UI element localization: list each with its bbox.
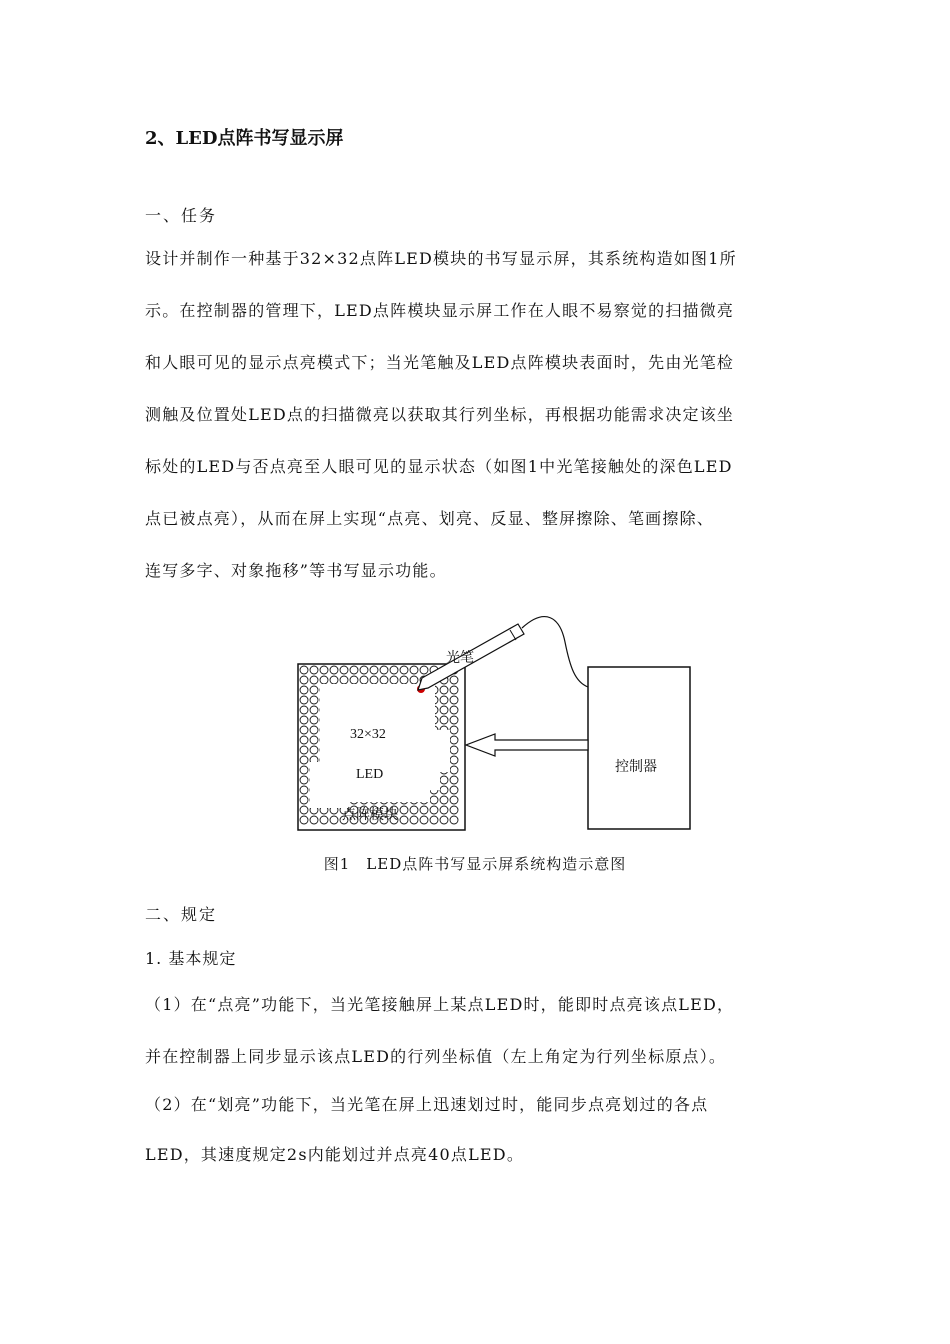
task-line-5: 标处的LED与否点亮至人眼可见的显示状态（如图1中光笔接触处的深色LED <box>145 457 733 476</box>
task-line-4: 测触及位置处LED点的扫描微亮以获取其行列坐标，再根据功能需求决定该坐 <box>145 405 735 424</box>
controller-box <box>588 667 690 829</box>
page-title: 2、LED点阵书写显示屏 <box>145 128 344 149</box>
module-label-size: 32×32 <box>350 727 386 742</box>
module-label-matrix: 点阵模块 <box>342 808 398 823</box>
task-line-3: 和人眼可见的显示点亮模式下；当光笔触及LED点阵模块表面时，先由光笔检 <box>145 353 735 372</box>
req2-line-2: LED，其速度规定2s内能划过并点亮40点LED。 <box>145 1145 525 1164</box>
task-line-7: 连写多字、对象拖移”等书写显示功能。 <box>145 561 447 580</box>
system-structure-figure <box>290 612 700 842</box>
module-label-led: LED <box>356 767 384 782</box>
controller-label: 控制器 <box>615 760 657 775</box>
subsection-basic-requirements: 1. 基本规定 <box>145 949 237 968</box>
arrow-icon <box>466 734 588 756</box>
req1-line-2: 并在控制器上同步显示该点LED的行列坐标值（左上角定为行列坐标原点）。 <box>145 1047 727 1066</box>
task-line-6: 点已被点亮），从而在屏上实现“点亮、划亮、反显、整屏擦除、笔画擦除、 <box>145 509 714 528</box>
req2-line-1: （2）在“划亮”功能下，当光笔在屏上迅速划过时，能同步点亮划过的各点 <box>145 1095 709 1114</box>
light-pen-icon <box>418 617 588 690</box>
section-heading-requirements: 二、规定 <box>145 905 218 924</box>
figure-caption: 图1 LED点阵书写显示屏系统构造示意图 <box>323 855 627 873</box>
req1-line-1: （1）在“点亮”功能下，当光笔接触屏上某点LED时，能即时点亮该点LED， <box>145 995 735 1014</box>
section-heading-task: 一、任务 <box>145 206 218 225</box>
task-line-1: 设计并制作一种基于32×32点阵LED模块的书写显示屏，其系统构造如图1所 <box>145 249 737 268</box>
pen-label: 光笔 <box>446 651 474 666</box>
task-line-2: 示。在控制器的管理下，LED点阵模块显示屏工作在人眼不易察觉的扫描微亮 <box>145 301 735 320</box>
